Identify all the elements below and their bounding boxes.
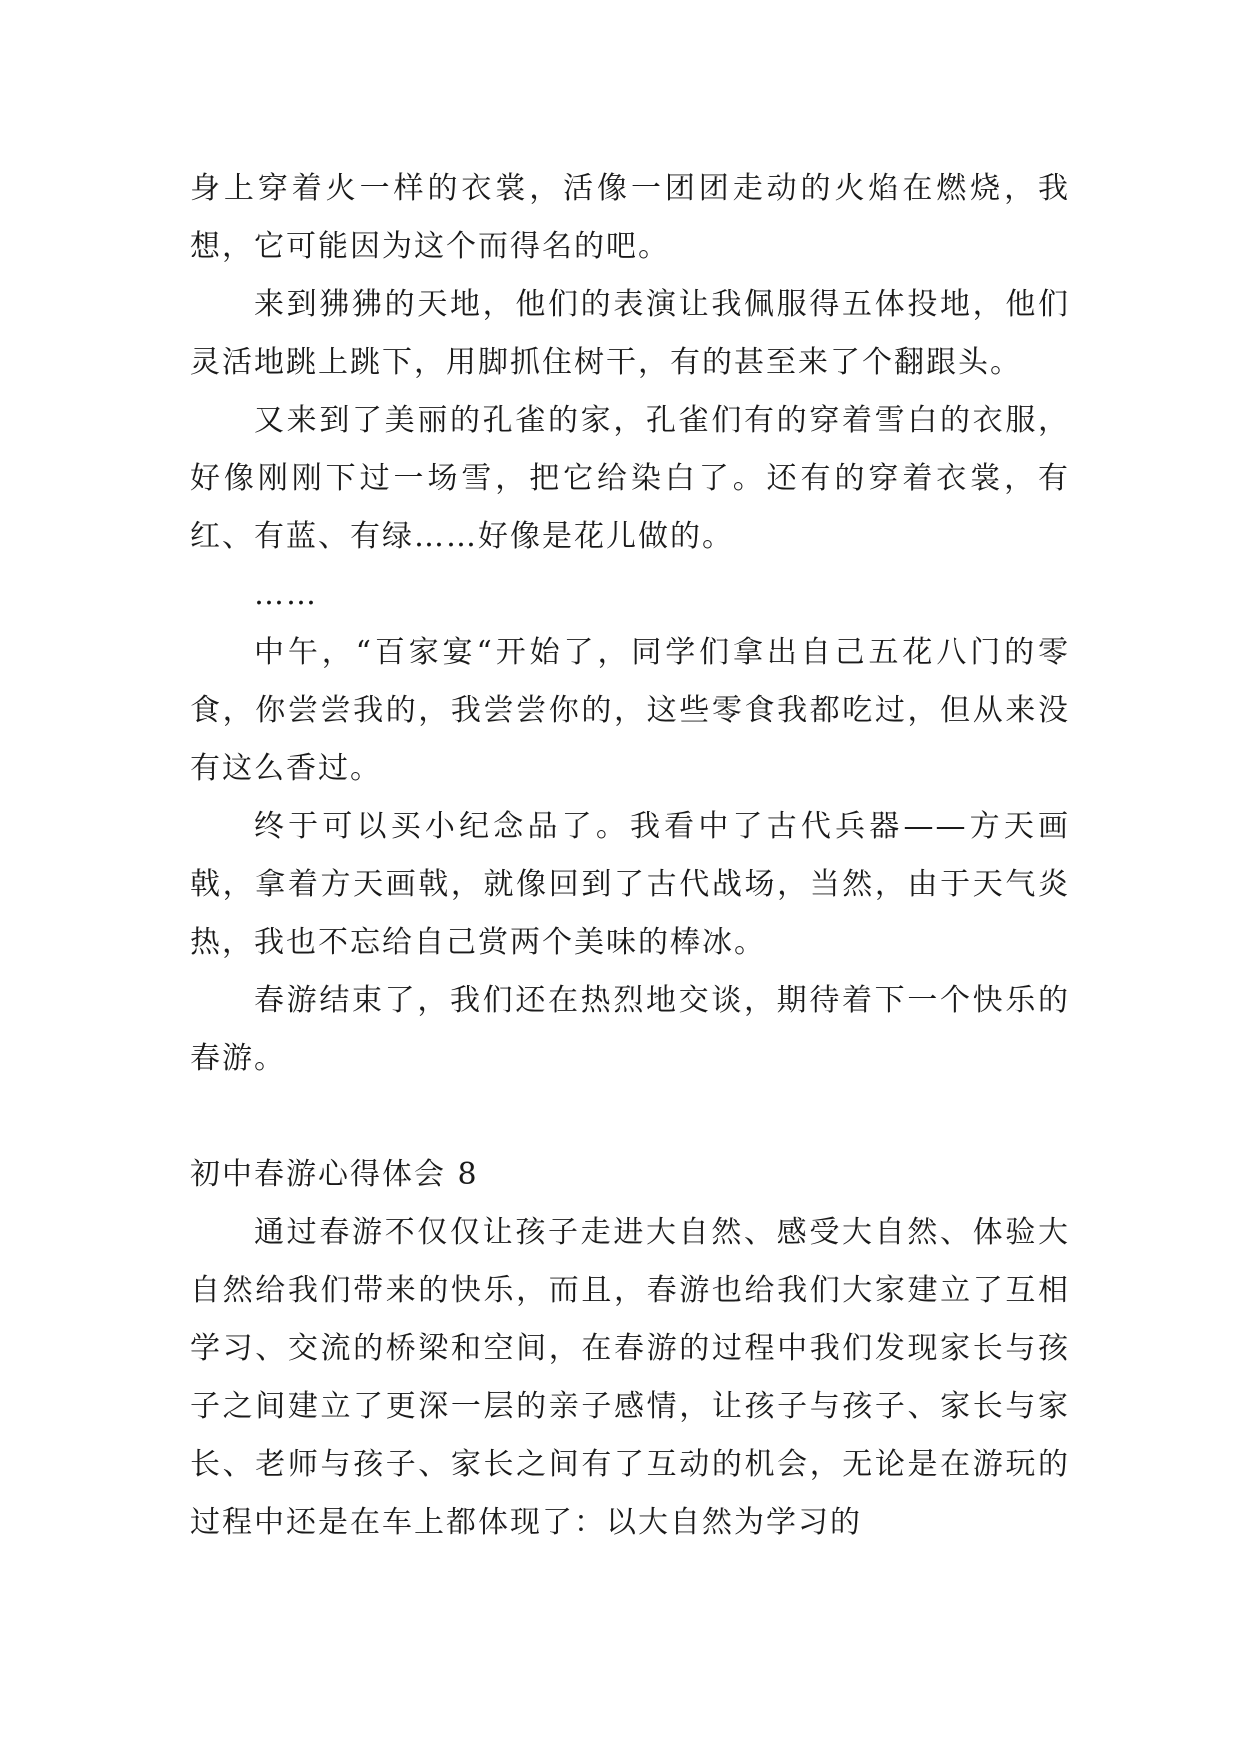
paragraph-trip-end: 春游结束了，我们还在热烈地交谈，期待着下一个快乐的春游。 [190, 983, 1070, 1076]
paragraph-lunch: 中午，“百家宴“开始了，同学们拿出自己五花八门的零食，你尝尝我的，我尝尝你的，这些零食我都吃过，但从来没有这么香过。 [190, 635, 1070, 786]
section-heading: 初中春游心得体会 8 [190, 1157, 479, 1192]
paragraph-reflection: 通过春游不仅仅让孩子走进大自然、感受大自然、体验大自然给我们带来的快乐，而且，春游也给我们大家建立了互相学习、交流的桥梁和空间，在春游的过程中我们发现家长与孩子之间建立了更深一层的亲子感情，让孩子与孩子、家长与家长、老师与孩子、家长之间有了互动的机会，无论是在游玩的过程中还是在车上都体现了：以大自然为学习的 [190, 1215, 1070, 1540]
paragraph-baboons: 来到狒狒的天地，他们的表演让我佩服得五体投地，他们灵活地跳上跳下，用脚抓住树干，有的甚至来了个翻跟头。 [190, 287, 1070, 380]
document-body [190, 160, 1070, 1552]
paragraph-flame-costume: 身上穿着火一样的衣裳，活像一团团走动的火焰在燃烧，我想，它可能因为这个而得名的吧。 [190, 171, 1070, 264]
paragraph-peacocks: 又来到了美丽的孔雀的家，孔雀们有的穿着雪白的衣服，好像刚刚下过一场雪，把它给染白了。还有的穿着衣裳，有红、有蓝、有绿……好像是花儿做的。 [190, 403, 1070, 554]
section-gap [190, 1088, 1070, 1146]
paragraph-souvenir: 终于可以买小纪念品了。我看中了古代兵器——方天画戟，拿着方天画戟，就像回到了古代战场，当然，由于天气炎热，我也不忘给自己赏两个美味的棒冰。 [190, 809, 1070, 960]
paragraph-ellipsis: …… [254, 577, 318, 612]
